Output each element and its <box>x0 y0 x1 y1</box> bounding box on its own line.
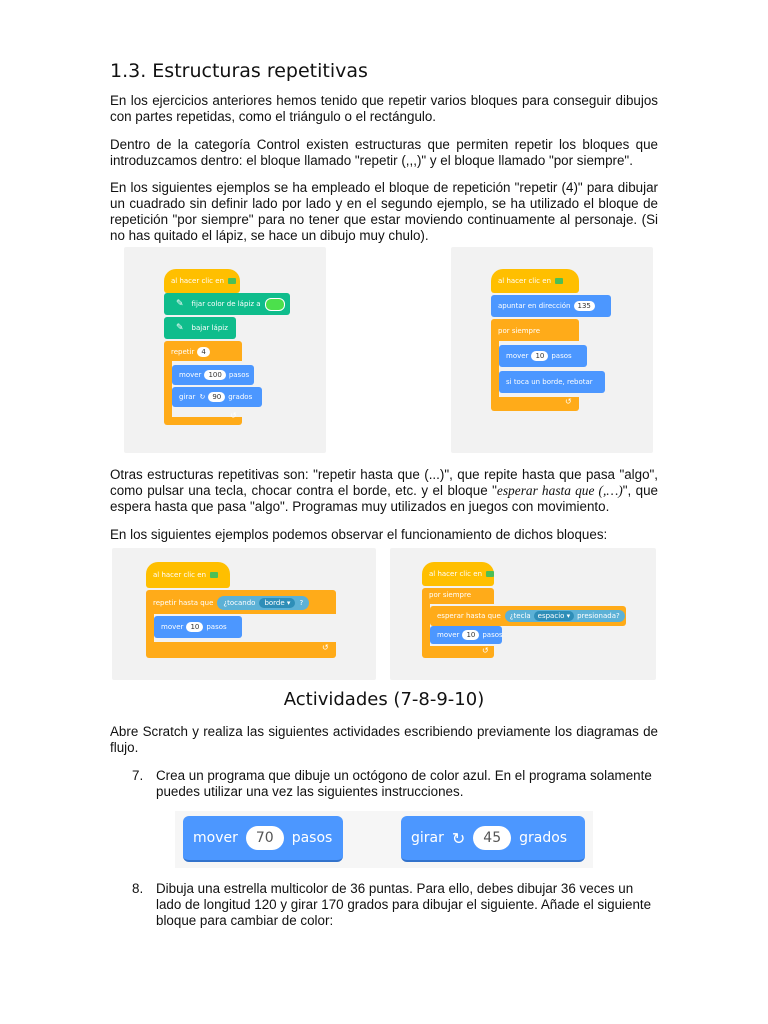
repeat-until-header <box>146 592 309 614</box>
paragraph-4-end: ", que espera hasta que pasa "algo". Programas muy utilizados en juegos con movimiento. <box>110 483 659 514</box>
loop-arrow-icon: ↺ <box>482 646 489 655</box>
move-label: mover <box>193 830 238 846</box>
turn-label: girar <box>411 830 444 846</box>
loop-arrow-icon: ↺ <box>322 643 329 652</box>
point-direction-block <box>491 295 611 317</box>
rotate-cw-icon: ↻ <box>199 393 206 401</box>
turn-label: girar <box>179 393 196 401</box>
hat-label: al hacer clic en <box>429 570 482 578</box>
repeat-count: 4 <box>197 347 209 357</box>
pen-color-label: fijar color de lápiz a <box>191 300 261 308</box>
example-wait-until-panel <box>390 548 656 680</box>
point-label: apuntar en dirección <box>498 302 571 310</box>
list-item-number: 8. <box>132 881 144 896</box>
forever-header <box>422 588 471 602</box>
turn-big-block <box>401 816 585 862</box>
pen-color-block <box>164 293 290 315</box>
wait-until-block <box>430 606 626 626</box>
paragraph-4 <box>110 467 658 515</box>
forever-header <box>491 323 540 339</box>
green-flag-icon <box>555 278 563 284</box>
direction-value: 135 <box>574 301 595 311</box>
move-label: mover <box>161 623 184 631</box>
steps-label: pasos <box>482 631 503 639</box>
example-repeat-until-panel <box>112 548 376 680</box>
hat-label: al hacer clic en <box>153 571 206 579</box>
turn-block <box>172 387 262 407</box>
color-swatch <box>265 298 285 311</box>
rotate-cw-icon: ↻ <box>451 828 466 848</box>
move-block <box>499 345 587 367</box>
paragraph-5: En los siguientes ejemplos podemos observar el funcionamiento de dichos bloques: <box>110 527 608 542</box>
instruction-blocks-panel <box>175 811 593 868</box>
turn-degrees-value: 45 <box>473 826 511 850</box>
move-label: mover <box>179 371 202 379</box>
question-mark: ? <box>299 599 304 607</box>
touching-condition <box>217 596 309 610</box>
space-dropdown: espacio ▾ <box>534 611 575 621</box>
pressed-label: presionada? <box>577 612 620 620</box>
hat-label: al hacer clic en <box>498 277 551 285</box>
move-big-block <box>183 816 343 862</box>
move-steps-value: 10 <box>462 630 479 640</box>
paragraph-1: En los ejercicios anteriores hemos tenido que repetir varios bloques para conseguir dibujos con partes repetidas, como el triángulo o el rectángulo. <box>110 93 658 124</box>
hat-block <box>422 562 494 586</box>
list-item-text: Crea un programa que dibuje un octógono de color azul. En el programa solamente puedes utilizar una vez las siguientes instrucciones. <box>156 768 652 799</box>
forever-label: por siempre <box>498 327 541 335</box>
hat-block <box>164 269 240 293</box>
pen-icon: ✎ <box>176 299 184 309</box>
bounce-label: si toca un borde, rebotar <box>506 378 593 386</box>
hat-label: al hacer clic en <box>171 277 224 285</box>
wait-until-label: esperar hasta que <box>437 612 501 620</box>
list-item-text: Dibuja una estrella multicolor de 36 puntas. Para ello, debes dibujar 36 veces un lado de longitud 120 y girar 170 grados para dibujar el siguiente. Añade el siguiente bloque para cambiar de color: <box>156 881 652 928</box>
steps-label: pasos <box>206 623 227 631</box>
example-repeat-panel <box>124 247 326 453</box>
move-block <box>154 616 242 638</box>
activities-title: Actividades (7-8-9-10) <box>283 689 485 710</box>
green-flag-icon <box>210 572 218 578</box>
paragraph-4-emphasis: esperar hasta que (,…) <box>496 483 623 498</box>
repeat-label: repetir <box>171 348 195 356</box>
repeat-header <box>164 343 213 361</box>
key-pressed-condition <box>505 610 625 622</box>
green-flag-icon <box>228 278 236 284</box>
loop-arrow-icon: ↺ <box>565 397 572 406</box>
section-title: 1.3. Estructuras repetitivas <box>110 60 368 82</box>
edge-dropdown: borde ▾ <box>259 598 295 608</box>
list-item-number: 7. <box>132 768 144 783</box>
hat-block <box>146 562 230 588</box>
degrees-label: grados <box>228 393 253 401</box>
loop-arrow-icon: ↺ <box>230 411 237 420</box>
steps-label: pasos <box>291 830 333 846</box>
green-flag-icon <box>486 571 494 577</box>
pen-down-label: bajar lápiz <box>191 324 228 332</box>
paragraph-2: Dentro de la categoría Control existen estructuras que permiten repetir los bloques que introduzcamos dentro: el bloque llamado "repetir (,,,)" y el bloque llamado "por siempre". <box>110 137 658 168</box>
move-block <box>172 365 254 385</box>
turn-degrees-value: 90 <box>208 392 225 402</box>
activities-intro: Abre Scratch y realiza las siguientes actividades escribiendo previamente los diagramas de flujo. <box>110 724 658 755</box>
pen-icon: ✎ <box>176 323 184 333</box>
move-steps-value: 10 <box>186 622 203 632</box>
move-block <box>430 626 502 644</box>
hat-block <box>491 269 579 293</box>
repeat-until-label: repetir hasta que <box>153 599 214 607</box>
degrees-label: grados <box>519 830 568 846</box>
list-item <box>110 768 658 802</box>
paragraph-4-start: Otras estructuras repetitivas son: "repetir hasta que (...)", que repite hasta que pasa "algo", como pulsar una tecla, chocar contra el borde, etc. y el bloque " <box>110 467 658 498</box>
move-steps-value: 10 <box>531 351 548 361</box>
paragraph-3: En los siguientes ejemplos se ha empleado el bloque de repetición "repetir (4)" para dibujar un cuadrado sin definir lado por lado y en el segundo ejemplo, se ha utilizado el bloque de repetición "por siempre" para no tener que estar moviendo continuamente al personaje. (Si no has quitado el lápiz, se hace un dibujo muy chulo). <box>110 180 658 243</box>
move-label: mover <box>506 352 529 360</box>
key-label: ¿tecla <box>509 612 531 620</box>
pen-down-block <box>164 317 236 339</box>
example-forever-panel <box>451 247 653 453</box>
move-label: mover <box>437 631 460 639</box>
forever-label: por siempre <box>429 591 472 599</box>
touching-label: ¿tocando <box>223 599 256 607</box>
move-steps-value: 70 <box>246 826 284 850</box>
bounce-block <box>499 371 605 393</box>
move-steps-value: 100 <box>204 370 225 380</box>
list-item <box>110 881 658 931</box>
steps-label: pasos <box>228 371 250 379</box>
steps-label: pasos <box>551 352 572 360</box>
